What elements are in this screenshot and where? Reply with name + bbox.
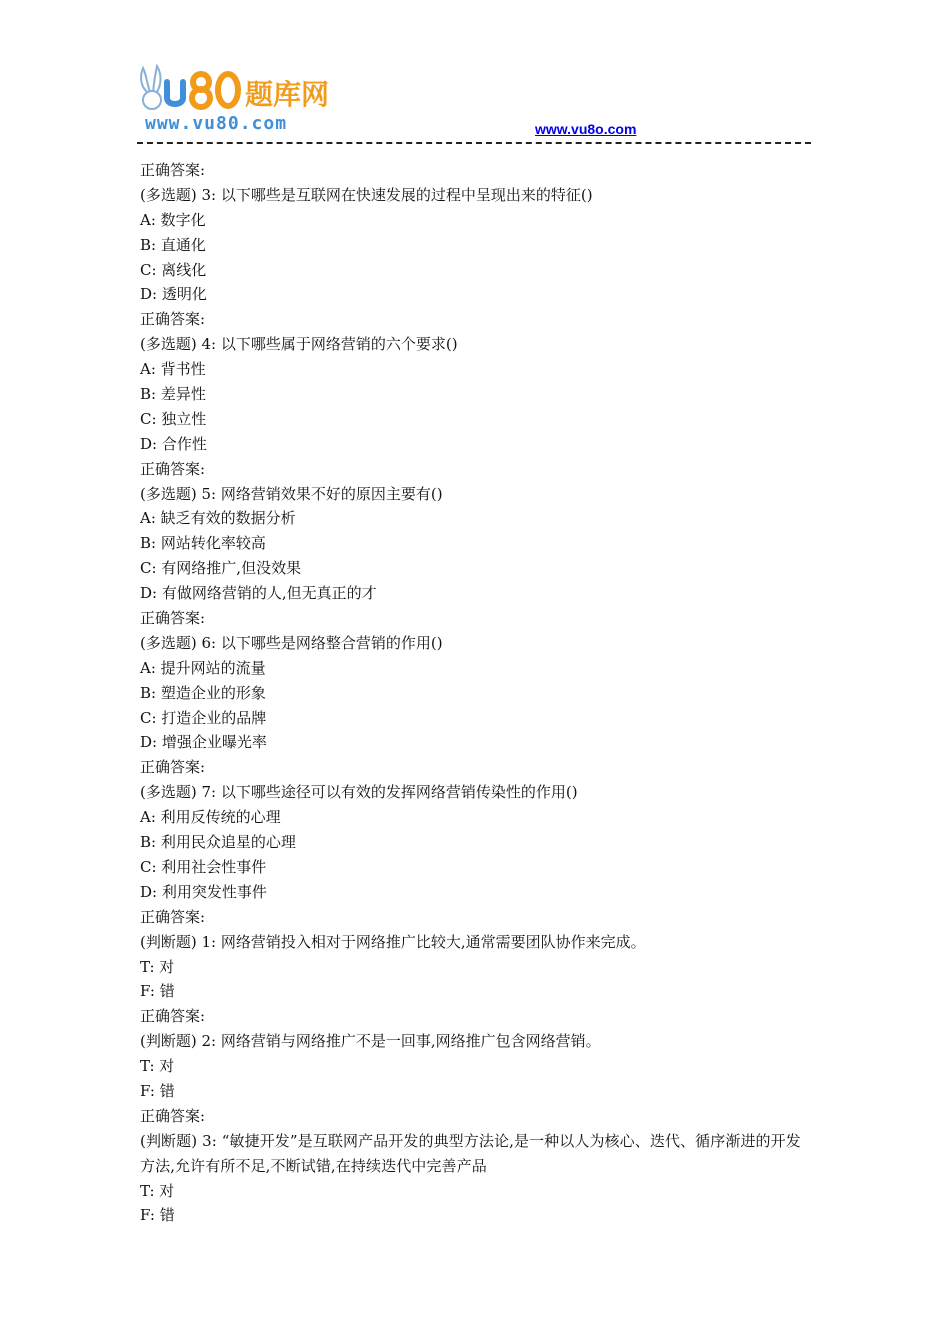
question-option: C: 离线化: [140, 260, 207, 279]
question-stem: (多选题) 3: 以下哪些是互联网在快速发展的过程中呈现出来的特征(): [140, 185, 593, 204]
question-stem: (多选题) 6: 以下哪些是网络整合营销的作用(): [140, 633, 443, 652]
vu80-logo-graphic: [137, 64, 359, 114]
svg-text:题库网: 题库网: [245, 78, 330, 111]
vu80-logo: [137, 64, 359, 136]
question-option: B: 塑造企业的形象: [140, 683, 266, 702]
logo-url-text: www.vu80.com: [145, 113, 288, 134]
question-option: D: 透明化: [140, 285, 207, 304]
correct-answer-label: 正确答案:: [140, 310, 206, 329]
correct-answer-label: 正确答案:: [140, 161, 206, 179]
question-option: C: 有网络推广,但没效果: [140, 559, 302, 578]
question-stem: (多选题) 7: 以下哪些途径可以有效的发挥网络营销传染性的作用(): [140, 783, 578, 802]
question-stem: (多选题) 5: 网络营销效果不好的原因主要有(): [140, 484, 443, 503]
question-option: F: 错: [140, 1206, 175, 1225]
question-option: F: 错: [140, 1081, 175, 1100]
question-option: D: 有做网络营销的人,但无真正的才: [140, 584, 377, 603]
question-option: A: 利用反传统的心理: [140, 808, 281, 827]
question-stem: (判断题) 2: 网络营销与网络推广不是一回事,网络推广包含网络营销。: [140, 1032, 601, 1051]
header-divider: [137, 142, 811, 144]
question-option: B: 利用民众追星的心理: [140, 833, 296, 852]
site-link[interactable]: www.vu8o.com: [535, 121, 637, 137]
question-option: D: 利用突发性事件: [140, 882, 267, 901]
question-option: A: 背书性: [140, 360, 206, 379]
correct-answer-label: 正确答案:: [140, 1007, 206, 1026]
question-stem: (多选题) 4: 以下哪些属于网络营销的六个要求(): [140, 335, 458, 354]
correct-answer-label: 正确答案:: [140, 907, 206, 926]
correct-answer-label: 正确答案:: [140, 609, 206, 628]
page-header: [137, 64, 811, 148]
question-stem: (判断题) 1: 网络营销投入相对于网络推广比较大,通常需要团队协作来完成。: [140, 932, 646, 951]
question-option: A: 提升网站的流量: [140, 658, 266, 677]
question-option: B: 差异性: [140, 385, 206, 404]
question-option: A: 缺乏有效的数据分析: [140, 509, 296, 528]
question-option: T: 对: [140, 957, 175, 976]
question-option: F: 错: [140, 982, 175, 1001]
question-option: B: 网站转化率较高: [140, 534, 266, 553]
question-option: T: 对: [140, 1181, 175, 1200]
question-option: A: 数字化: [140, 210, 206, 229]
question-option: B: 直通化: [140, 235, 206, 254]
question-option: D: 合作性: [140, 434, 207, 453]
question-option: D: 增强企业曝光率: [140, 733, 267, 752]
question-stem: (判断题) 3: “敏捷开发”是互联网产品开发的典型方法论,是一种以人为核心、迭代、循序渐进的开发方法,允许有所不足,不断试错,在持续迭代中完善产品: [140, 1131, 801, 1175]
correct-answer-label: 正确答案:: [140, 758, 206, 777]
question-option: C: 独立性: [140, 409, 207, 428]
question-option: T: 对: [140, 1057, 175, 1076]
question-option: C: 利用社会性事件: [140, 857, 267, 876]
correct-answer-label: 正确答案:: [140, 459, 206, 478]
question-list: [140, 158, 812, 1228]
question-option: C: 打造企业的品牌: [140, 708, 267, 727]
correct-answer-label: 正确答案:: [140, 1106, 206, 1125]
